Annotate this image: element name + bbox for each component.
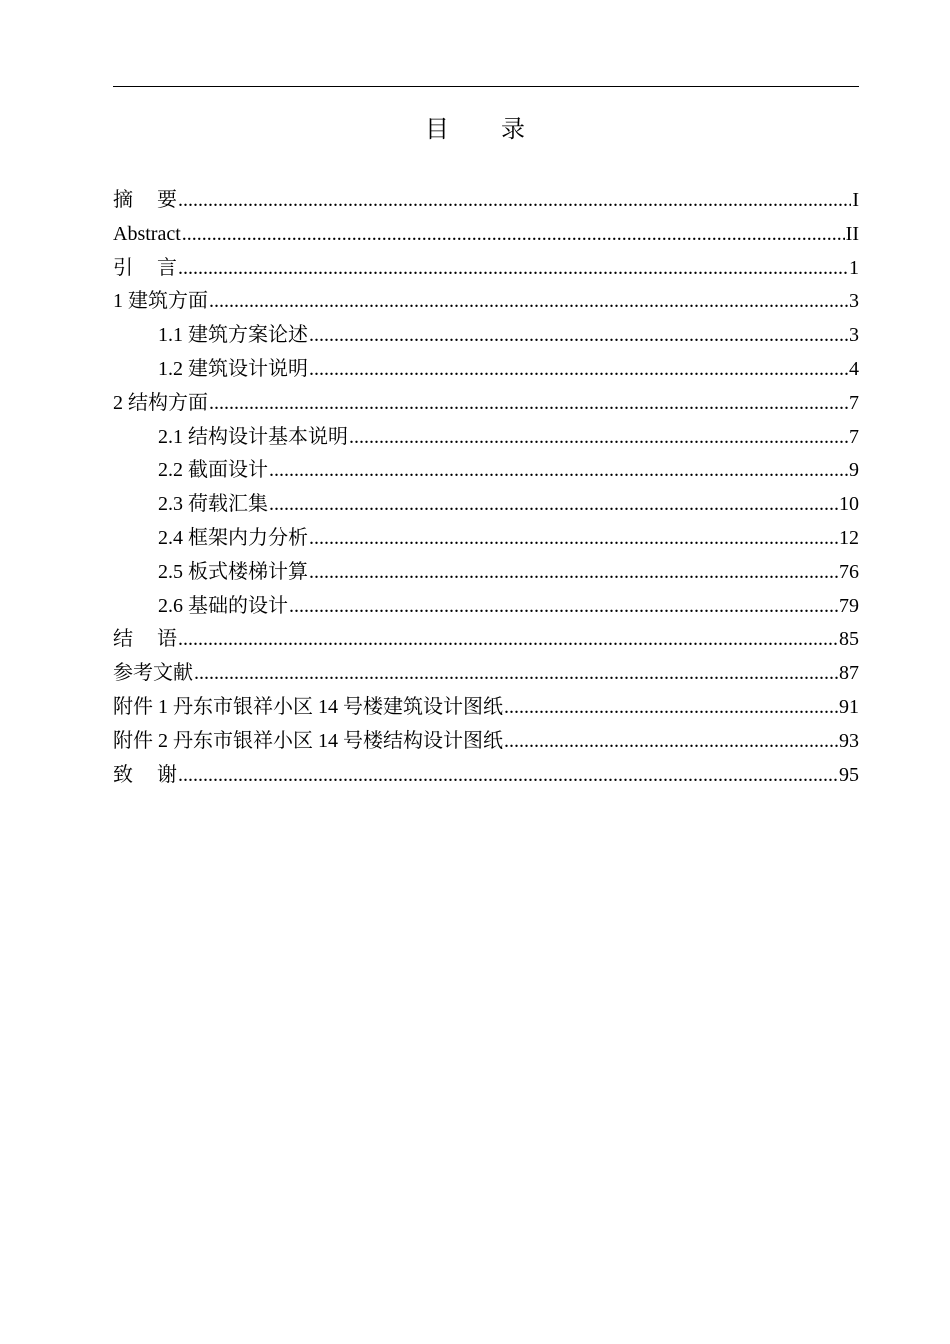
toc-entry-label: 致 谢 [113, 763, 177, 786]
toc-entry-label: 2.3 荷载汇集 [158, 493, 268, 516]
toc-page-number: 91 [839, 695, 859, 718]
toc-page-number: 3 [849, 290, 859, 313]
page-title [0, 114, 950, 146]
toc-page-number: II [845, 222, 859, 245]
toc-page-number: 9 [849, 459, 859, 482]
toc-dot-leader [504, 725, 838, 759]
toc-dot-leader [178, 252, 848, 286]
toc-entry-section-2-6[interactable] [113, 590, 859, 624]
toc-entry-section-2-5[interactable] [113, 556, 859, 590]
toc-dot-leader [182, 218, 845, 252]
toc-dot-leader [178, 184, 851, 218]
toc-entry-label: 2.6 基础的设计 [158, 594, 288, 617]
toc-entry-label: 摘 要 [113, 189, 177, 211]
toc-dot-leader [209, 387, 848, 421]
toc-entry-label: 附件 2 丹东市银祥小区 14 号楼结构设计图纸 [113, 729, 503, 752]
toc-page-number: 3 [849, 324, 859, 347]
header-rule [113, 86, 859, 87]
toc-dot-leader [178, 759, 838, 793]
toc-page-number: 12 [839, 526, 859, 549]
toc-page-number: 85 [839, 628, 859, 651]
toc-page-number: 79 [839, 594, 859, 617]
page-title-char-2: 录 [501, 117, 525, 143]
toc-dot-leader [504, 691, 838, 725]
toc-page-number: 76 [839, 560, 859, 583]
toc-dot-leader [309, 319, 848, 353]
toc-entry-label: 2.1 结构设计基本说明 [158, 425, 348, 448]
toc-page-number: 4 [849, 357, 859, 380]
toc-entry-label: 附件 1 丹东市银祥小区 14 号楼建筑设计图纸 [113, 695, 503, 718]
toc-entry-chapter-2[interactable] [113, 387, 859, 421]
toc-dot-leader [349, 421, 848, 455]
toc-entry-label: 1 建筑方面 [113, 290, 208, 313]
toc-entry-abstract-en[interactable] [113, 218, 859, 252]
toc-entry-acknowledgements[interactable] [113, 759, 859, 793]
toc-dot-leader [309, 353, 848, 387]
toc-entry-section-2-4[interactable] [113, 522, 859, 556]
toc-page-number: 87 [839, 662, 859, 685]
page-title-char-1: 目 [425, 117, 449, 143]
toc-dot-leader [289, 590, 838, 624]
table-of-contents [113, 184, 859, 792]
toc-entry-section-1-1[interactable] [113, 319, 859, 353]
toc-entry-abstract-cn[interactable] [113, 184, 859, 218]
toc-dot-leader [178, 623, 838, 657]
toc-page-number: 95 [839, 763, 859, 786]
toc-page-number: 7 [849, 391, 859, 414]
toc-entry-section-1-2[interactable] [113, 353, 859, 387]
toc-entry-label: 参考文献 [113, 662, 193, 685]
toc-entry-label: 引 言 [113, 256, 177, 279]
toc-dot-leader [309, 556, 838, 590]
toc-entry-references[interactable] [113, 657, 859, 691]
toc-dot-leader [194, 657, 838, 691]
toc-entry-label: 1.2 建筑设计说明 [158, 357, 308, 380]
toc-dot-leader [309, 522, 838, 556]
toc-entry-conclusion[interactable] [113, 623, 859, 657]
toc-page-number: 10 [839, 493, 859, 516]
toc-entry-section-2-1[interactable] [113, 421, 859, 455]
toc-dot-leader [269, 488, 838, 522]
toc-entry-appendix-1[interactable] [113, 691, 859, 725]
toc-entry-label: 2.5 板式楼梯计算 [158, 560, 308, 583]
toc-entry-label: 2 结构方面 [113, 391, 208, 414]
toc-entry-label: 1.1 建筑方案论述 [158, 324, 308, 347]
toc-dot-leader [209, 285, 848, 319]
toc-entry-label: Abstract [113, 222, 181, 245]
toc-page-number: 7 [849, 425, 859, 448]
toc-entry-label: 2.4 框架内力分析 [158, 526, 308, 549]
toc-entry-appendix-2[interactable] [113, 725, 859, 759]
toc-entry-section-2-3[interactable] [113, 488, 859, 522]
toc-entry-introduction[interactable] [113, 252, 859, 286]
toc-dot-leader [269, 454, 848, 488]
toc-entry-section-2-2[interactable] [113, 454, 859, 488]
toc-page-number: 1 [849, 256, 859, 279]
toc-entry-label: 结 语 [113, 628, 177, 651]
toc-page-number: 93 [839, 729, 859, 752]
toc-entry-label: 2.2 截面设计 [158, 459, 268, 482]
toc-page-number: I [852, 189, 859, 211]
toc-entry-chapter-1[interactable] [113, 285, 859, 319]
